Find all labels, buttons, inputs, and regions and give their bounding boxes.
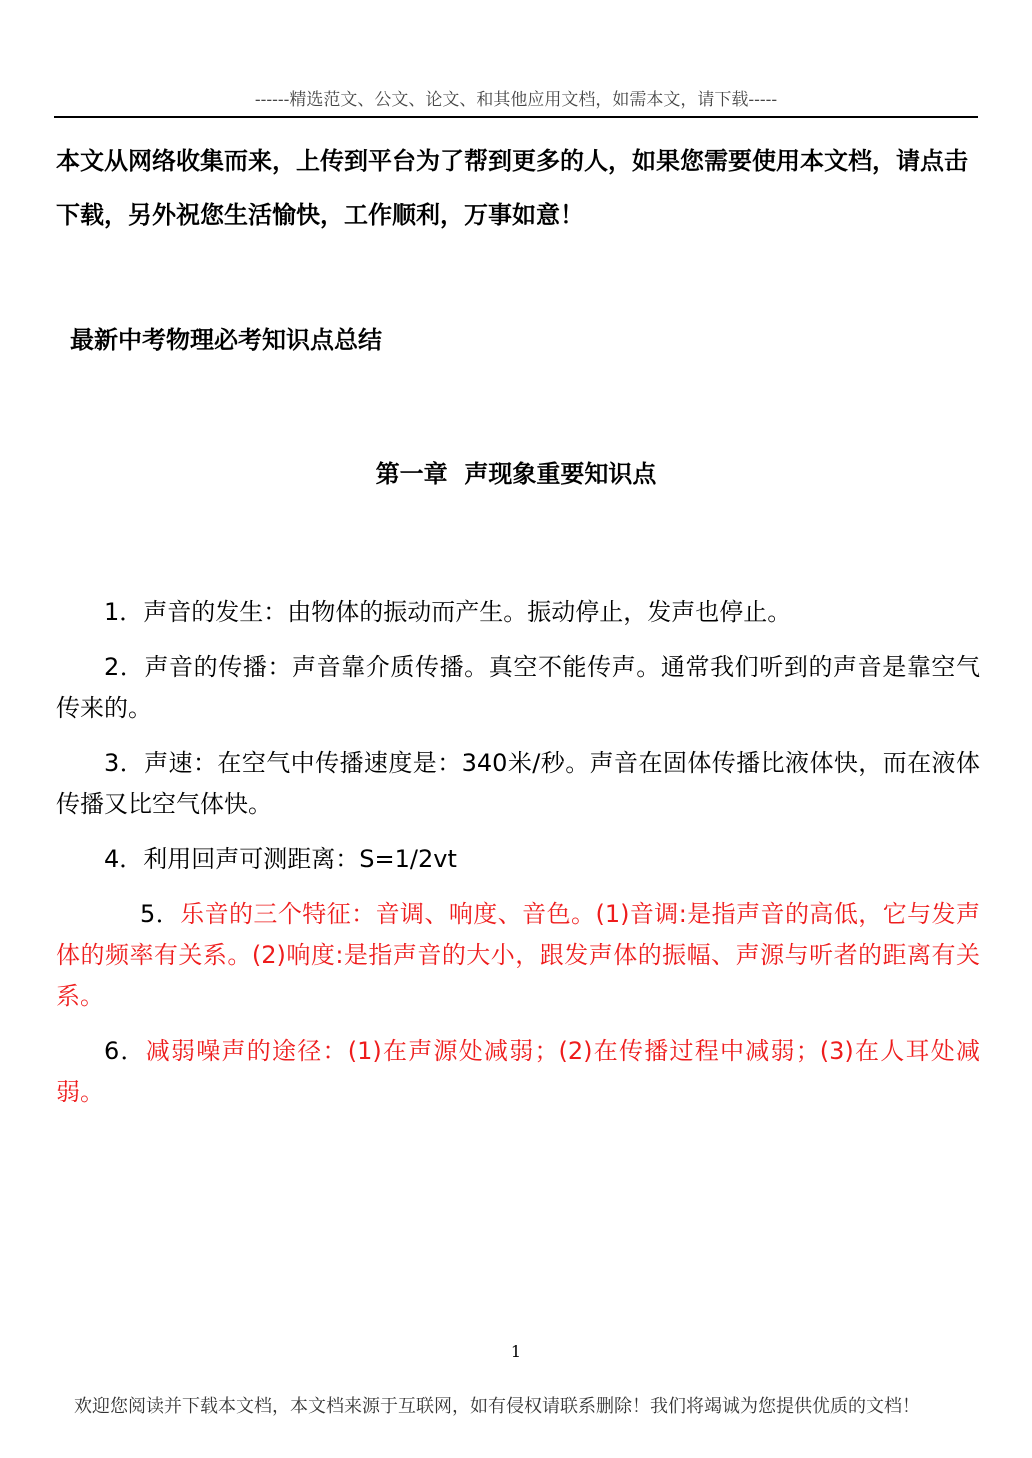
- chapter-title: 第一章 声现象重要知识点: [375, 460, 657, 488]
- page-header: [54, 86, 978, 118]
- header-text: ------精选范文、公文、论文、和其他应用文档，如需本文，请下载-----: [254, 90, 778, 110]
- paragraph-2: [56, 647, 980, 729]
- paragraph-5: [56, 894, 980, 1017]
- paragraph-number: 1．: [104, 598, 144, 626]
- intro-notice: 本文从网络收集而来，上传到平台为了帮到更多的人，如果您需要使用本文档，请点击下载，另外祝您生活愉快，工作顺利，万事如意！: [56, 147, 968, 229]
- paragraph-4: [56, 839, 980, 880]
- paragraph-number: 5．: [140, 900, 181, 928]
- page-footer: [74, 1392, 1032, 1422]
- paragraph-6: [56, 1031, 980, 1113]
- footer-text: 欢迎您阅读并下载本文档，本文档来源于互联网，如有侵权请联系删除！我们将竭诚为您提供优质的文档！: [74, 1396, 920, 1417]
- paragraph-text: 利用回声可测距离：S=1/2vt: [143, 845, 457, 873]
- paragraph-text-highlighted: 乐音的三个特征：音调、响度、音色。(1)音调:是指声音的高低，它与发声体的频率有关系。(2)响度:是指声音的大小，跟发声体的振幅、声源与听者的距离有关系。: [56, 900, 980, 1010]
- paragraph-text: 声音的传播：声音靠介质传播。真空不能传声。通常我们听到的声音是靠空气传来的。: [56, 653, 981, 722]
- paragraph-number: 4．: [104, 845, 144, 873]
- paragraph-text: 声音的发生：由物体的振动而产生。振动停止，发声也停止。: [143, 598, 792, 626]
- paragraph-number: 3．: [104, 749, 145, 777]
- paragraph-text-highlighted: 减弱噪声的途径：(1)在声源处减弱；(2)在传播过程中减弱；(3)在人耳处减弱。: [56, 1037, 980, 1106]
- paragraph-3: [56, 743, 980, 825]
- paragraph-number: 2．: [104, 653, 145, 681]
- document-title: 最新中考物理必考知识点总结: [70, 326, 382, 354]
- paragraph-number: 6．: [104, 1037, 146, 1065]
- document-body: [56, 592, 980, 1127]
- paragraph-1: [56, 592, 980, 633]
- paragraph-text: 声速：在空气中传播速度是：340米/秒。声音在固体传播比液体快，而在液体传播又比空气体快。: [56, 749, 980, 818]
- page-number: 1: [510, 1342, 522, 1361]
